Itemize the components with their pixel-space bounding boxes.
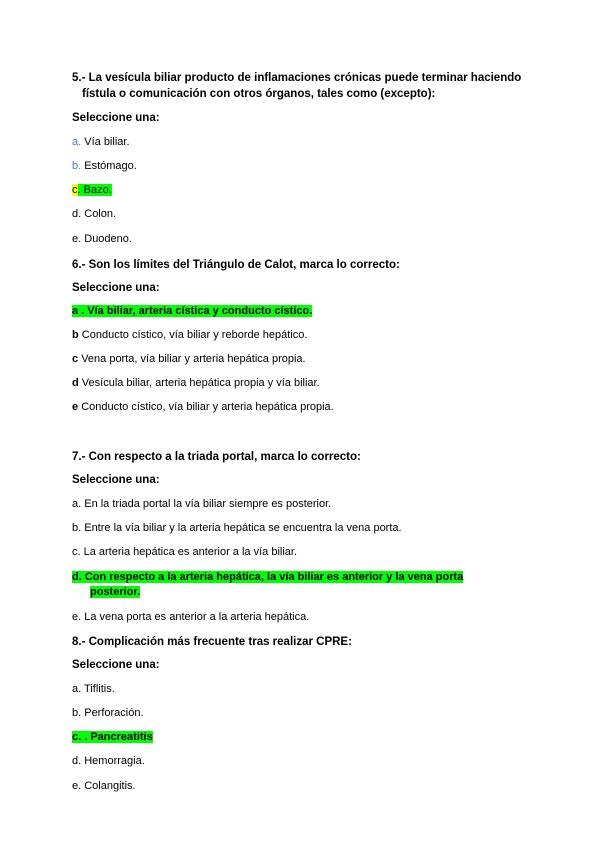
option-text: Estómago. (84, 160, 137, 172)
option-text: Vena porta, vía biliar y arteria hepática propia. (81, 353, 306, 365)
option-text: Conducto cístico, vía biliar y arteria hepática propia. (81, 401, 334, 413)
option-letter: b. (72, 160, 82, 172)
option-letter: c (72, 353, 79, 365)
question-5-line2: fístula o comunicación con otros órganos, tales como (excepto): (82, 88, 436, 100)
option-7d-selected[interactable] (72, 570, 502, 600)
option-letter: a. (72, 136, 82, 148)
option-5b[interactable] (72, 160, 137, 172)
option-8e[interactable]: e. Colangitis. (72, 780, 136, 792)
option-letter: b (72, 329, 79, 341)
question-5 (72, 70, 542, 102)
select-label-5: Seleccione una: (72, 112, 160, 124)
option-5e[interactable] (72, 233, 132, 245)
question-7: 7.- Con respecto a la triada portal, marca lo correcto: (72, 451, 361, 463)
question-8: 8.- Complicación más frecuente tras realizar CPRE: (72, 636, 352, 648)
option-text-line1: d. Con respecto a la arteria hepática, la vía biliar es anterior y la vena porta (72, 571, 464, 583)
option-text: . Vía biliar, arteria cística y conducto cístico. (78, 305, 313, 317)
option-8a[interactable]: a. Tiflitis. (72, 683, 115, 695)
option-letter: e (72, 401, 79, 413)
option-text-highlighted: c. . Pancreatitis (72, 731, 153, 743)
option-text-line2: posterior. (90, 586, 141, 598)
option-letter: a (72, 305, 79, 317)
select-label-6: Seleccione una: (72, 282, 160, 294)
select-label-8: Seleccione una: (72, 659, 160, 671)
option-7e[interactable]: e. La vena porta es anterior a la arteria hepática. (72, 611, 310, 623)
option-letter: d. (72, 208, 82, 220)
option-letter: d (72, 377, 79, 389)
option-text: Vesícula biliar, arteria hepática propia y vía biliar. (81, 377, 320, 389)
option-8c-selected[interactable] (72, 731, 153, 743)
option-text: Colon. (84, 208, 117, 220)
option-5d[interactable] (72, 208, 116, 220)
option-6c[interactable] (72, 353, 306, 365)
option-8d[interactable]: d. Hemorragia. (72, 755, 145, 767)
option-6a-selected[interactable] (72, 305, 312, 317)
option-text-highlighted: . Bazo. (77, 184, 112, 196)
question-6: 6.- Son los límites del Triángulo de Calot, marca lo correcto: (72, 259, 400, 271)
option-7b[interactable]: b. Entre la vía biliar y la arteria hepática se encuentra la vena porta. (72, 522, 402, 534)
option-6e[interactable] (72, 401, 334, 413)
option-6d[interactable] (72, 377, 320, 389)
option-7c[interactable]: c. La arteria hepática es anterior a la vía biliar. (72, 546, 298, 558)
option-highlight (72, 305, 312, 317)
option-text: Vía biliar. (84, 136, 130, 148)
option-letter: e. (72, 233, 82, 245)
option-text: Conducto cístico, vía biliar y reborde hepático. (81, 329, 308, 341)
select-label-7: Seleccione una: (72, 474, 160, 486)
option-7a[interactable]: a. En la triada portal la vía biliar siempre es posterior. (72, 498, 332, 510)
option-6b[interactable] (72, 329, 307, 341)
option-5c-selected[interactable] (72, 184, 112, 196)
question-5-line1: 5.- La vesícula biliar producto de inflamaciones crónicas puede terminar haciendo (72, 72, 522, 84)
option-5a[interactable] (72, 136, 130, 148)
option-letter: c (72, 184, 78, 196)
option-8b[interactable]: b. Perforación. (72, 707, 144, 719)
option-text: Duodeno. (84, 233, 132, 245)
